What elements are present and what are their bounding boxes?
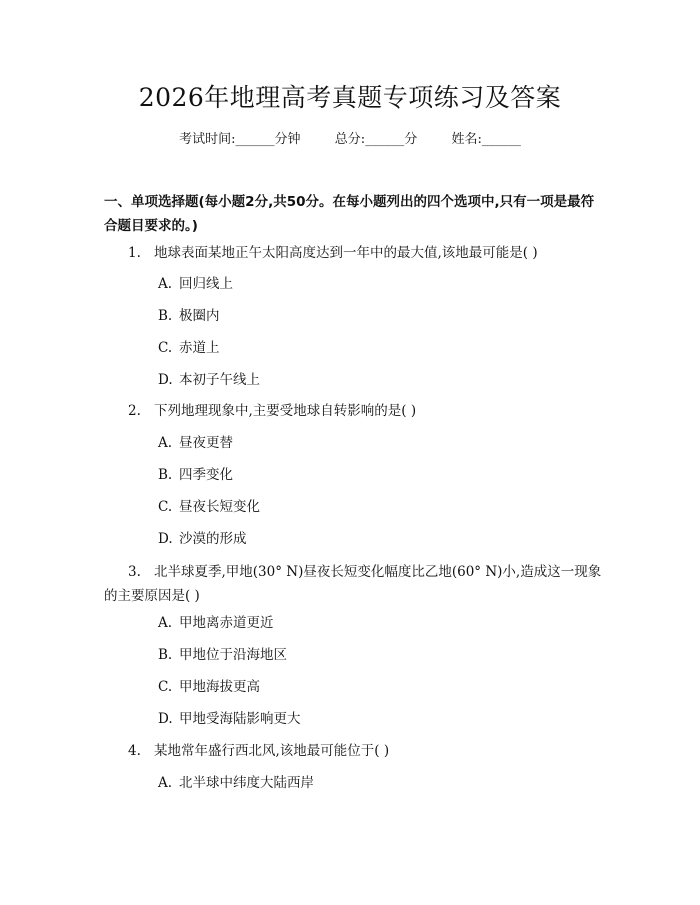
name-blank: ______ [481, 132, 521, 147]
option-1d [158, 370, 578, 390]
option-3d [158, 709, 578, 729]
option-2b [158, 465, 578, 485]
exam-meta [0, 131, 700, 149]
option-text: 四季变化 [179, 467, 233, 483]
option-label: A. [158, 615, 173, 631]
option-2a [158, 433, 578, 453]
option-label: D. [158, 372, 173, 388]
option-text: 北半球中纬度大陆西岸 [179, 775, 314, 791]
score-blank: ______ [365, 132, 405, 147]
time-label: 考试时间: [179, 132, 236, 147]
option-label: C. [158, 679, 173, 695]
question-1 [104, 241, 604, 265]
option-label: B. [158, 647, 173, 663]
option-label: C. [158, 499, 173, 515]
option-1a [158, 274, 578, 294]
option-2c [158, 497, 578, 517]
option-3b [158, 645, 578, 665]
score-unit: 分 [404, 132, 418, 147]
question-number: 1. [128, 245, 141, 261]
option-label: B. [158, 308, 173, 324]
question-number: 4. [128, 743, 141, 759]
option-label: A. [158, 435, 173, 451]
option-text: 甲地受海陆影响更大 [179, 711, 301, 727]
option-text: 昼夜长短变化 [179, 499, 260, 515]
option-text: 甲地离赤道更近 [179, 615, 274, 631]
page-title: 2026年地理高考真题专项练习及答案 [138, 83, 562, 112]
question-2 [104, 399, 604, 423]
option-label: D. [158, 711, 173, 727]
option-text: 回归线上 [179, 276, 233, 292]
option-text: 本初子午线上 [179, 372, 260, 388]
option-text: 昼夜更替 [179, 435, 233, 451]
option-text: 甲地位于沿海地区 [179, 647, 287, 663]
score-label: 总分: [334, 132, 366, 147]
option-label: C. [158, 340, 173, 356]
option-2d [158, 529, 578, 549]
option-4a [158, 773, 578, 793]
option-label: B. [158, 467, 173, 483]
question-number: 2. [128, 403, 141, 419]
question-text: 北半球夏季,甲地(30° N)昼夜长短变化幅度比乙地(60° N)小,造成这一现象的主要原因是( ) [104, 564, 602, 604]
question-text: 地球表面某地正午太阳高度达到一年中的最大值,该地最可能是( ) [154, 245, 538, 261]
name-label: 姓名: [451, 132, 482, 147]
question-number: 3. [128, 564, 141, 580]
section-heading: 一、单项选择题(每小题2分,共50分。在每小题列出的四个选项中,只有一项是最符合题目要求的。) [104, 194, 595, 234]
option-label: D. [158, 531, 173, 547]
option-1c [158, 338, 578, 358]
option-text: 赤道上 [179, 340, 220, 356]
option-label: A. [158, 775, 173, 791]
time-blank: ______ [235, 132, 275, 147]
option-text: 极圈内 [179, 308, 220, 324]
question-text: 下列地理现象中,主要受地球自转影响的是( ) [154, 403, 417, 419]
question-4 [104, 739, 604, 763]
option-3a [158, 613, 578, 633]
question-3 [104, 560, 604, 608]
option-label: A. [158, 276, 173, 292]
question-text: 某地常年盛行西北风,该地最可能位于( ) [154, 743, 390, 759]
option-3c [158, 677, 578, 697]
time-unit: 分钟 [274, 132, 301, 147]
option-1b [158, 306, 578, 326]
option-text: 沙漠的形成 [179, 531, 247, 547]
option-text: 甲地海拔更高 [179, 679, 260, 695]
